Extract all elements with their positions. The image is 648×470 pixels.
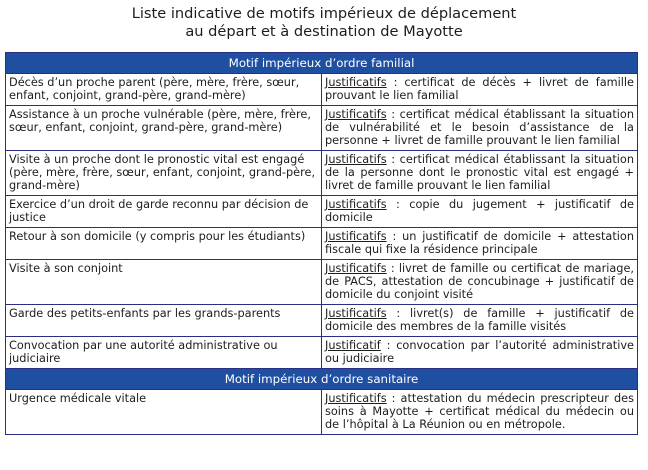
table-row — [6, 390, 638, 435]
reason-cell: Visite à un proche dont le pronostic vital est engagé (père, mère, frère, sœur, enfant, conjoint, grand-père, grand-mère) — [6, 151, 322, 196]
proof-label: Justificatifs — [325, 392, 387, 405]
proof-text: : livret de famille ou certificat de mariage, de PACS, attestation de concubinage + justificatif de domicile du conjoint visité — [325, 262, 634, 301]
proof-text: : copie du jugement + justificatif de domicile — [325, 198, 634, 224]
proof-text: : attestation du médecin prescripteur des soins à Mayotte + certificat médical du médecin ou de l’hôpital à La Réunion ou en métropole. — [325, 392, 634, 431]
proof-label: Justificatifs — [325, 153, 387, 166]
proof-cell — [322, 106, 638, 151]
proof-text: : convocation par l’autorité administrative ou judiciaire — [325, 339, 634, 365]
section-header-sanitaire — [6, 369, 638, 390]
proof-cell — [322, 305, 638, 337]
reason-cell: Garde des petits-enfants par les grands-parents — [6, 305, 322, 337]
proof-cell — [322, 228, 638, 260]
proof-text: : certificat de décès + livret de famille prouvant le lien familial — [325, 76, 634, 102]
reason-cell: Exercice d’un droit de garde reconnu par décision de justice — [6, 196, 322, 228]
reason-cell: Convocation par une autorité administrative ou judiciaire — [6, 337, 322, 369]
proof-cell — [322, 260, 638, 305]
table-row — [6, 337, 638, 369]
section-header-familial — [6, 53, 638, 74]
reason-cell: Urgence médicale vitale — [6, 390, 322, 435]
proof-label: Justificatifs — [325, 262, 387, 275]
motifs-table — [5, 52, 638, 435]
proof-cell — [322, 74, 638, 106]
proof-label: Justificatif — [325, 339, 381, 352]
reason-cell: Assistance à un proche vulnérable (père, mère, frère, sœur, enfant, conjoint, grand-père, grand-mère) — [6, 106, 322, 151]
proof-cell — [322, 151, 638, 196]
proof-label: Justificatifs — [325, 230, 387, 243]
table-row — [6, 228, 638, 260]
proof-text: : livret(s) de famille + justificatif de domicile des membres de la famille visités — [325, 307, 634, 333]
table-row — [6, 260, 638, 305]
proof-cell — [322, 337, 638, 369]
reason-cell: Retour à son domicile (y compris pour les étudiants) — [6, 228, 322, 260]
table-row — [6, 151, 638, 196]
section-header-label: Motif impérieux d’ordre familial — [6, 53, 638, 74]
table-row — [6, 74, 638, 106]
proof-label: Justificatifs — [325, 198, 387, 211]
proof-cell — [322, 196, 638, 228]
table-row — [6, 196, 638, 228]
proof-text: : certificat médical établissant la situation de vulnérabilité et le besoin d’assistance de la personne + livret de famille prouvant le lien familial — [325, 108, 634, 147]
table-row — [6, 305, 638, 337]
proof-label: Justificatifs — [325, 76, 387, 89]
reason-cell: Visite à son conjoint — [6, 260, 322, 305]
proof-text: : un justificatif de domicile + attestation fiscale qui fixe la résidence principale — [325, 230, 634, 256]
page-title — [0, 5, 648, 40]
page-title-line-2: au départ et à destination de Mayotte — [185, 22, 463, 40]
page-title-line-1: Liste indicative de motifs impérieux de déplacement — [131, 5, 517, 22]
reason-cell: Décès d’un proche parent (père, mère, frère, sœur, enfant, conjoint, grand-père, grand-mère) — [6, 74, 322, 106]
proof-cell — [322, 390, 638, 435]
section-header-label: Motif impérieux d’ordre sanitaire — [6, 369, 638, 390]
proof-text: : certificat médical établissant la situation de la personne dont le pronostic vital est engagé + livret de famille prouvant le lien familial — [325, 153, 634, 192]
table-row — [6, 106, 638, 151]
proof-label: Justificatifs — [325, 307, 387, 320]
proof-label: Justificatifs — [325, 108, 387, 121]
